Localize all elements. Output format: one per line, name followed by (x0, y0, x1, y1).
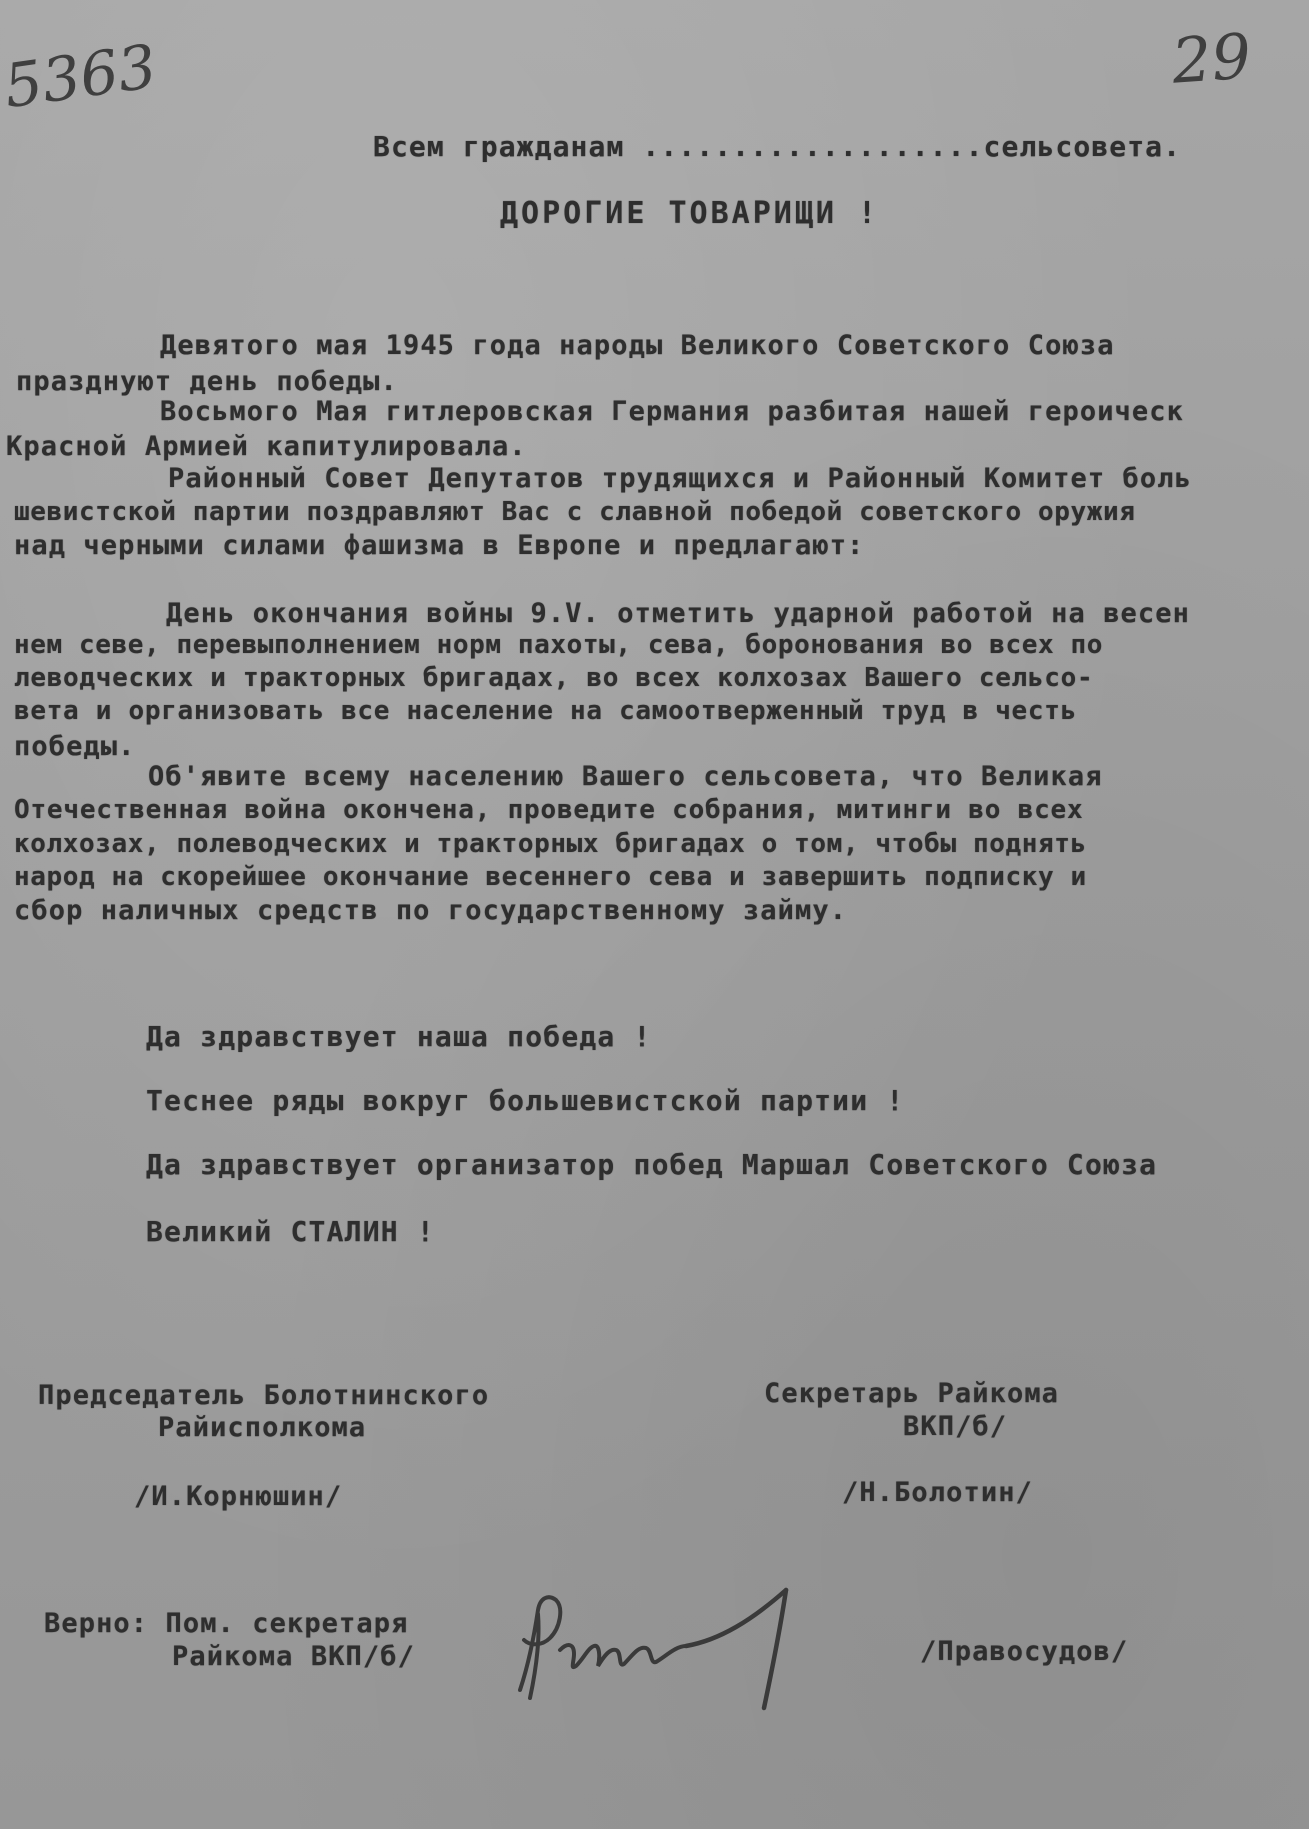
body-line-5: Районный Совет Депутатов трудящихся и Районный Комитет боль (168, 463, 1192, 494)
archive-number: 5363 (0, 31, 161, 123)
body-line-14: Отечественная война окончена, проведите собрания, митинги во всех (14, 795, 1084, 825)
signatory-left-subtitle: Райисполкома (158, 1412, 367, 1443)
body-line-8: День окончания войны 9.V. отметить ударной работой на весен (166, 598, 1190, 629)
body-line-3: Восьмого Мая гитлеровская Германия разбитая нашей героическ (160, 396, 1184, 427)
body-line-17: сбор наличных средств по государственному займу. (14, 895, 848, 926)
slogan-party: Теснее ряды вокруг большевистской партии ! (146, 1084, 905, 1117)
signatory-right-name: /Н.Болотин/ (842, 1477, 1033, 1508)
handwritten-signature (490, 1580, 830, 1720)
body-line-10: леводческих и тракторных бригадах, во всех колхозах Вашего сельсо- (14, 663, 1094, 693)
slogan-victory: Да здравствует наша победа ! (146, 1020, 652, 1053)
body-line-16: народ на скорейшее окончание весеннего сева и завершить подписку и (14, 862, 1087, 892)
signatory-left-name: /И.Корнюшин/ (134, 1481, 343, 1512)
body-line-13: Об'явите всему населению Вашего сельсовета, что Великая (148, 761, 1103, 792)
signatory-right-subtitle: ВКП/б/ (903, 1411, 1008, 1442)
signatory-right-title: Секретарь Райкома (764, 1378, 1060, 1409)
body-line-15: колхозах, полеводческих и тракторных бригадах о том, чтобы поднять (14, 829, 1087, 859)
slogan-stalin: Великий СТАЛИН ! (146, 1215, 435, 1248)
certified-name: /Правосудов/ (920, 1636, 1129, 1667)
certified-subtitle: Райкома ВКП/б/ (172, 1641, 415, 1672)
salutation: ДОРОГИЕ ТОВАРИЩИ ! (500, 196, 880, 231)
certified-label: Верно: Пом. секретаря (44, 1608, 409, 1639)
addressee-line: Всем гражданам ...................сельсовета. (373, 130, 1182, 163)
sheet-number: 29 (1169, 19, 1254, 98)
body-line-12: победы. (14, 731, 136, 762)
body-line-4: Красной Армией капитулировала. (6, 431, 527, 462)
body-line-2: празднуют день победы. (16, 366, 398, 397)
signatory-left-title: Председатель Болотнинского (38, 1380, 490, 1411)
slogan-marshal: Да здравствует организатор побед Маршал Советского Союза (146, 1148, 1158, 1181)
body-line-1: Девятого мая 1945 года народы Великого Советского Союза (160, 330, 1115, 361)
body-line-6: шевистской партии поздравляют Вас с славной победой советского оружия (14, 497, 1136, 527)
body-line-11: вета и организовать все население на самоотверженный труд в честь (14, 696, 1077, 726)
body-line-9: нем севе, перевыполнением норм пахоты, сева, боронования во всех по (14, 630, 1103, 660)
body-line-7: над черными силами фашизма в Европе и предлагают: (14, 530, 865, 561)
